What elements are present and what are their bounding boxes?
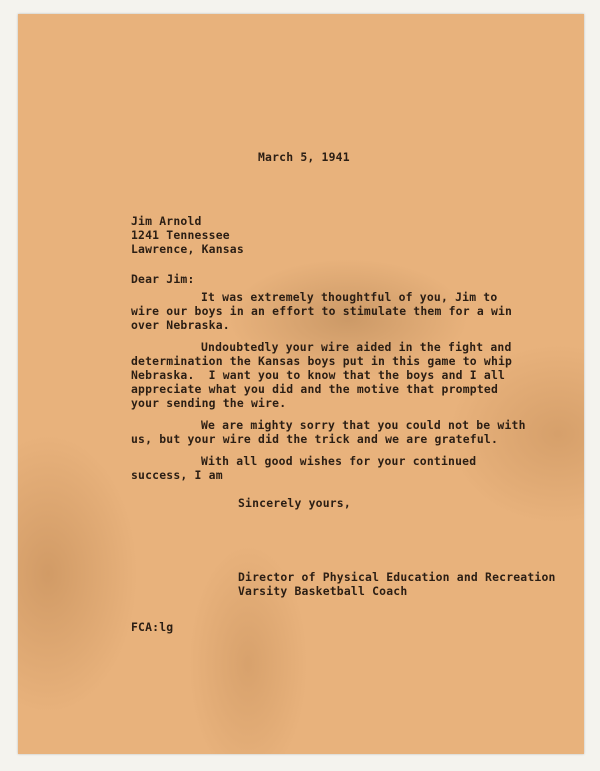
paragraph-2-line-1: Undoubtedly your wire aided in the fight and — [201, 340, 512, 354]
letter-date: March 5, 1941 — [258, 150, 350, 164]
recipient-name: Jim Arnold — [131, 214, 202, 228]
paragraph-1-line-3: over Nebraska. — [131, 318, 230, 332]
paragraph-1-line-1: It was extremely thoughtful of you, Jim to — [201, 290, 498, 304]
recipient-street: 1241 Tennessee — [131, 228, 230, 242]
paragraph-3-line-2: us, but your wire did the trick and we are grateful. — [131, 432, 499, 446]
paragraph-2-line-4: appreciate what you did and the motive that prompted — [131, 382, 499, 396]
recipient-city: Lawrence, Kansas — [131, 242, 244, 256]
reference-initials: FCA:lg — [131, 620, 174, 634]
closing: Sincerely yours, — [238, 496, 351, 510]
paragraph-4-line-2: success, I am — [131, 468, 223, 482]
letter-page — [18, 14, 584, 754]
signature-title-2: Varsity Basketball Coach — [238, 584, 408, 598]
paragraph-2-line-5: your sending the wire. — [131, 396, 287, 410]
paragraph-4-line-1: With all good wishes for your continued — [201, 454, 477, 468]
paragraph-3-line-1: We are mighty sorry that you could not be with — [201, 418, 526, 432]
salutation: Dear Jim: — [131, 272, 195, 286]
signature-title-1: Director of Physical Education and Recreation — [238, 570, 556, 584]
paragraph-2-line-3: Nebraska. I want you to know that the boys and I all — [131, 368, 506, 382]
paragraph-2-line-2: determination the Kansas boys put in this game to whip — [131, 354, 513, 368]
paragraph-1-line-2: wire our boys in an effort to stimulate them for a win — [131, 304, 513, 318]
